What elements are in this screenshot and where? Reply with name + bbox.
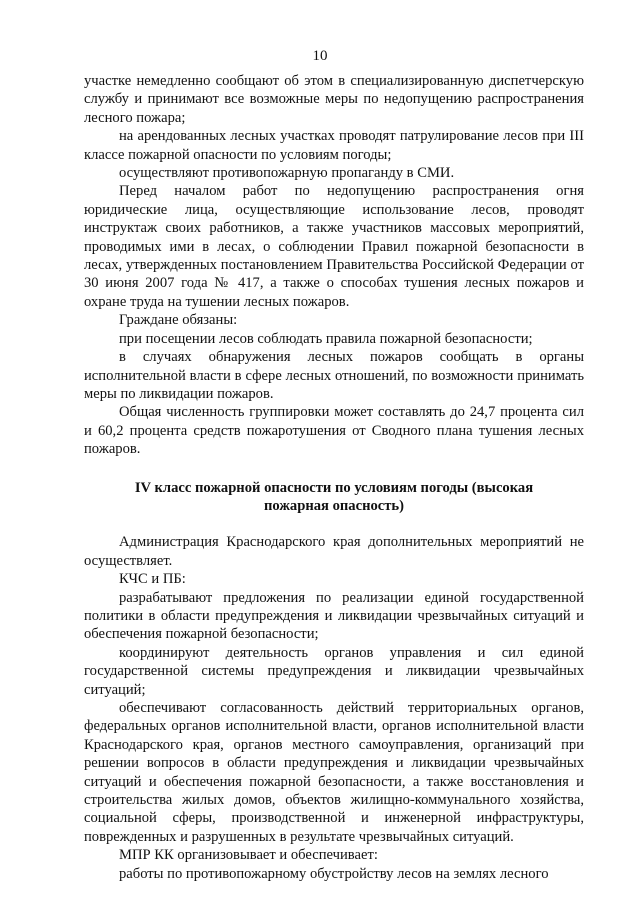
paragraph: Перед началом работ по недопущению распространения огня юридические лица, осуществляющие использование лесов, проводят инструктаж своих работников, а также участников массовых мероприятий, проводимых ими в лесах, о соблюдении Правил пожарной безопасности в лесах, утвержденных постановлением Правительства Российской Федерации от 30 июня 2007 года № 417, а также о способах тушения лесных пожаров и охране труда на тушении лесных пожаров. <box>84 183 584 310</box>
paragraph: МПР КК организовывает и обеспечивает: <box>119 847 378 864</box>
bottom-paragraphs <box>84 533 584 883</box>
paragraph: координируют деятельность органов управления и сил единой государственной системы предупреждения и ликвидации чрезвычайных ситуаций; <box>84 644 584 698</box>
paragraph: обеспечивают согласованность действий территориальных органов, федеральных органов исполнительной власти, органов исполнительной власти Краснодарского края, органов местного самоуправления, организаций при решении вопросов в области предупреждения и ликвидации чрезвычайных ситуаций и обеспечения пожарной безопасности, а также восстановления и строительства жилых домов, объектов жилищно-коммунального хозяйства, социальной сферы, производственной и инженерной инфраструктуры, поврежденных и разрушенных в результате чрезвычайных ситуаций. <box>84 700 584 845</box>
document-body <box>84 72 584 883</box>
paragraph: Администрация Краснодарского края дополнительных мероприятий не осуществляет. <box>84 534 584 569</box>
paragraph: при посещении лесов соблюдать правила пожарной безопасности; <box>119 330 533 347</box>
section-heading: IV класс пожарной опасности по условиям погоды (высокая пожарная опасность) <box>134 479 534 514</box>
paragraph: разрабатывают предложения по реализации единой государственной политики в области предупреждения и ликвидации чрезвычайных ситуаций и обеспечения пожарной безопасности; <box>84 589 584 643</box>
paragraph: участке немедленно сообщают об этом в специализированную диспетчерскую службу и принимают все возможные меры по недопущению распространения лесного пожара; <box>84 73 584 126</box>
paragraph: Граждане обязаны: <box>119 312 238 329</box>
top-paragraphs <box>84 72 584 459</box>
paragraph: Общая численность группировки может составлять до 24,7 процента сил и 60,2 процента средств пожаротушения от Сводного плана тушения лесных пожаров. <box>84 404 584 458</box>
paragraph: работы по противопожарному обустройству лесов на землях лесного <box>119 865 549 882</box>
paragraph: КЧС и ПБ: <box>119 571 186 588</box>
paragraph: в случаях обнаружения лесных пожаров сообщать в органы исполнительной власти в сфере лесных отношений, по возможности принимать меры по ликвидации пожаров. <box>84 349 584 402</box>
paragraph: на арендованных лесных участках проводят патрулирование лесов при III классе пожарной опасности по условиям погоды; <box>84 128 584 163</box>
paragraph: осуществляют противопожарную пропаганду в СМИ. <box>119 165 455 182</box>
page-number: 10 <box>312 48 328 64</box>
